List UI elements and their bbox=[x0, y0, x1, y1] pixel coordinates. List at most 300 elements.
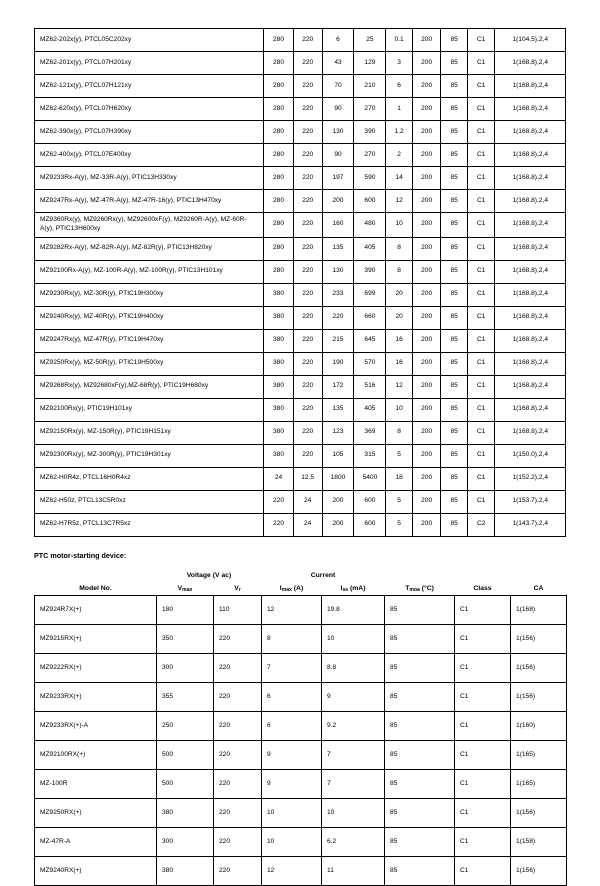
value-cell: 110 bbox=[214, 595, 262, 624]
value-cell: C2 bbox=[467, 513, 495, 536]
value-cell: 380 bbox=[264, 306, 294, 329]
value-cell: 1(168.8),2,4 bbox=[495, 421, 566, 444]
value-cell: C1 bbox=[467, 421, 495, 444]
value-cell: 300 bbox=[157, 827, 214, 856]
value-cell: 85 bbox=[441, 467, 467, 490]
value-cell: 190 bbox=[322, 352, 354, 375]
value-cell: 25 bbox=[354, 29, 386, 52]
value-cell: 85 bbox=[385, 711, 455, 740]
value-cell: 85 bbox=[441, 260, 467, 283]
value-cell: 3 bbox=[386, 52, 412, 75]
value-cell: 220 bbox=[214, 740, 262, 769]
value-cell: 220 bbox=[214, 798, 262, 827]
value-cell: C1 bbox=[455, 769, 511, 798]
value-cell: 280 bbox=[264, 52, 294, 75]
value-cell: 380 bbox=[157, 856, 214, 885]
value-cell: 200 bbox=[412, 121, 441, 144]
ptc-header-spacer-4 bbox=[511, 569, 567, 582]
ptc-header-spacer bbox=[35, 569, 157, 582]
model-cell: MZ92100Rx(y), PTIC19H101xy bbox=[35, 398, 264, 421]
value-cell: 85 bbox=[441, 167, 467, 190]
value-cell: 5 bbox=[386, 513, 412, 536]
value-cell: C1 bbox=[467, 306, 495, 329]
table-row bbox=[35, 329, 566, 352]
value-cell: 500 bbox=[157, 740, 214, 769]
value-cell: 220 bbox=[214, 856, 262, 885]
value-cell: C1 bbox=[467, 375, 495, 398]
value-cell: 380 bbox=[264, 398, 294, 421]
value-cell: 12 bbox=[386, 190, 412, 213]
value-cell: 85 bbox=[385, 682, 455, 711]
value-cell: 85 bbox=[441, 352, 467, 375]
model-cell: MZ62-H50z, PTCL13C5R0xz bbox=[35, 490, 264, 513]
value-cell: 220 bbox=[293, 352, 322, 375]
value-cell: 200 bbox=[412, 283, 441, 306]
value-cell: 220 bbox=[293, 329, 322, 352]
value-cell: 9 bbox=[262, 769, 322, 798]
value-cell: 85 bbox=[441, 444, 467, 467]
value-cell: 380 bbox=[264, 421, 294, 444]
value-cell: 280 bbox=[264, 144, 294, 167]
value-cell: C1 bbox=[467, 329, 495, 352]
value-cell: 1(165) bbox=[511, 769, 567, 798]
value-cell: 1(168.8),2,4 bbox=[495, 121, 566, 144]
value-cell: 130 bbox=[322, 260, 354, 283]
value-cell: 7 bbox=[322, 769, 385, 798]
value-cell: 85 bbox=[441, 144, 467, 167]
table-row bbox=[35, 490, 566, 513]
model-cell: MZ9268Rx(y), MZ92680xF(y),MZ-68R(y), PTIC19H680xy bbox=[35, 375, 264, 398]
value-cell: 9.2 bbox=[322, 711, 385, 740]
value-cell: 315 bbox=[354, 444, 386, 467]
value-cell: C1 bbox=[467, 121, 495, 144]
model-cell: MZ62-121x(y), PTCL07H121xy bbox=[35, 75, 264, 98]
value-cell: C1 bbox=[467, 29, 495, 52]
ptc-header-vmax: $V_{max}$ bbox=[177, 584, 193, 593]
value-cell: 380 bbox=[264, 329, 294, 352]
value-cell: 220 bbox=[293, 75, 322, 98]
value-cell: 390 bbox=[354, 260, 386, 283]
value-cell: 500 bbox=[157, 769, 214, 798]
table-row bbox=[35, 29, 566, 52]
value-cell: 270 bbox=[354, 98, 386, 121]
value-cell: 590 bbox=[354, 167, 386, 190]
table-row bbox=[35, 398, 566, 421]
value-cell: 70 bbox=[322, 75, 354, 98]
value-cell: 6 bbox=[262, 711, 322, 740]
value-cell: 220 bbox=[293, 144, 322, 167]
ratings-table-body bbox=[35, 29, 566, 537]
value-cell: 220 bbox=[264, 513, 294, 536]
value-cell: 123 bbox=[322, 421, 354, 444]
value-cell: 233 bbox=[322, 283, 354, 306]
value-cell: 129 bbox=[354, 52, 386, 75]
value-cell: 1(168.8),2,4 bbox=[495, 75, 566, 98]
model-cell: MZ92100Rx-A(y), MZ-100R-A(y), MZ-100R(y), PTIC13H101xy bbox=[35, 260, 264, 283]
table-row bbox=[35, 624, 567, 653]
value-cell: 220 bbox=[214, 682, 262, 711]
model-cell: MZ62-201x(y), PTCL07H201xy bbox=[35, 52, 264, 75]
value-cell: 200 bbox=[412, 98, 441, 121]
value-cell: 200 bbox=[412, 167, 441, 190]
value-cell: 220 bbox=[293, 98, 322, 121]
value-cell: 405 bbox=[354, 237, 386, 260]
value-cell: C1 bbox=[467, 167, 495, 190]
value-cell: 11 bbox=[322, 856, 385, 885]
value-cell: 280 bbox=[264, 190, 294, 213]
value-cell: 85 bbox=[385, 595, 455, 624]
value-cell: 220 bbox=[293, 213, 322, 238]
table-row bbox=[35, 769, 567, 798]
value-cell: 220 bbox=[293, 421, 322, 444]
value-cell: 220 bbox=[293, 52, 322, 75]
value-cell: 200 bbox=[412, 467, 441, 490]
value-cell: 220 bbox=[293, 121, 322, 144]
value-cell: 85 bbox=[385, 769, 455, 798]
value-cell: 200 bbox=[412, 237, 441, 260]
table-row bbox=[35, 682, 567, 711]
value-cell: 1(168.8),2,4 bbox=[495, 329, 566, 352]
value-cell: 85 bbox=[441, 421, 467, 444]
model-cell: MZ9215RX(+) bbox=[35, 624, 157, 653]
value-cell: 0.1 bbox=[386, 29, 412, 52]
ptc-header-row bbox=[35, 582, 567, 596]
value-cell: 220 bbox=[322, 306, 354, 329]
value-cell: 6 bbox=[322, 29, 354, 52]
value-cell: 20 bbox=[386, 283, 412, 306]
value-cell: 220 bbox=[214, 769, 262, 798]
value-cell: 200 bbox=[412, 75, 441, 98]
model-cell: MZ9250RX(+) bbox=[35, 798, 157, 827]
table-row bbox=[35, 167, 566, 190]
value-cell: 85 bbox=[385, 856, 455, 885]
value-cell: 200 bbox=[412, 52, 441, 75]
value-cell: 220 bbox=[293, 444, 322, 467]
model-cell: MZ62-620x(y), PTCL07H620xy bbox=[35, 98, 264, 121]
value-cell: 220 bbox=[293, 283, 322, 306]
value-cell: 1(168.8),2,4 bbox=[495, 260, 566, 283]
value-cell: 280 bbox=[264, 29, 294, 52]
ptc-header-voltage-group: Voltage (V ac) bbox=[186, 571, 232, 579]
value-cell: 200 bbox=[412, 375, 441, 398]
table-row bbox=[35, 740, 567, 769]
value-cell: 135 bbox=[322, 398, 354, 421]
value-cell: 2 bbox=[386, 144, 412, 167]
value-cell: 200 bbox=[412, 144, 441, 167]
value-cell: C1 bbox=[455, 624, 511, 653]
table-row bbox=[35, 653, 567, 682]
table-row bbox=[35, 798, 567, 827]
ptc-header-iss: $I_{ss}$ (mA) bbox=[340, 584, 366, 593]
value-cell: 600 bbox=[354, 513, 386, 536]
value-cell: 12.5 bbox=[293, 467, 322, 490]
table-row bbox=[35, 306, 566, 329]
value-cell: 10 bbox=[322, 624, 385, 653]
ptc-header-vr: $V_r$ bbox=[234, 584, 241, 593]
model-cell: MZ9247Rx(y), MZ-47R(y), PTIC19H470xy bbox=[35, 329, 264, 352]
table-row bbox=[35, 856, 567, 885]
value-cell: 200 bbox=[412, 190, 441, 213]
value-cell: 200 bbox=[412, 398, 441, 421]
value-cell: 1(168.8),2,4 bbox=[495, 52, 566, 75]
table-row bbox=[35, 513, 566, 536]
value-cell: 1(153.7),2,4 bbox=[495, 490, 566, 513]
value-cell: 1(168) bbox=[511, 595, 567, 624]
value-cell: 280 bbox=[264, 167, 294, 190]
model-cell: MZ924R7X(+) bbox=[35, 595, 157, 624]
value-cell: 1800 bbox=[322, 467, 354, 490]
value-cell: 355 bbox=[157, 682, 214, 711]
value-cell: 1(168.8),2,4 bbox=[495, 398, 566, 421]
value-cell: 1(168.8),2,4 bbox=[495, 352, 566, 375]
value-cell: 85 bbox=[441, 121, 467, 144]
value-cell: 85 bbox=[441, 375, 467, 398]
value-cell: 600 bbox=[354, 490, 386, 513]
model-cell: MZ-47R-A bbox=[35, 827, 157, 856]
value-cell: 1(168.8),2,4 bbox=[495, 98, 566, 121]
value-cell: 24 bbox=[293, 513, 322, 536]
value-cell: 20 bbox=[386, 306, 412, 329]
value-cell: C1 bbox=[455, 711, 511, 740]
value-cell: 600 bbox=[354, 190, 386, 213]
value-cell: 10 bbox=[322, 798, 385, 827]
value-cell: 1(156) bbox=[511, 856, 567, 885]
value-cell: 200 bbox=[412, 29, 441, 52]
value-cell: 380 bbox=[264, 375, 294, 398]
value-cell: 516 bbox=[354, 375, 386, 398]
value-cell: 19.8 bbox=[322, 595, 385, 624]
value-cell: 200 bbox=[322, 190, 354, 213]
value-cell: 369 bbox=[354, 421, 386, 444]
value-cell: 43 bbox=[322, 52, 354, 75]
value-cell: C1 bbox=[467, 444, 495, 467]
value-cell: 85 bbox=[385, 624, 455, 653]
value-cell: 200 bbox=[412, 421, 441, 444]
table-row bbox=[35, 260, 566, 283]
value-cell: 90 bbox=[322, 144, 354, 167]
value-cell: 1(168.8),2,4 bbox=[495, 237, 566, 260]
value-cell: 270 bbox=[354, 144, 386, 167]
value-cell: 220 bbox=[214, 827, 262, 856]
value-cell: C1 bbox=[467, 490, 495, 513]
value-cell: 215 bbox=[322, 329, 354, 352]
value-cell: 5 bbox=[386, 444, 412, 467]
model-cell: MZ92300Rx(y), MZ-300R(y), PTIC19H301xy bbox=[35, 444, 264, 467]
value-cell: 1(168.8),2,4 bbox=[495, 306, 566, 329]
table-row bbox=[35, 237, 566, 260]
value-cell: 85 bbox=[441, 75, 467, 98]
value-cell: 85 bbox=[441, 237, 467, 260]
ratings-table bbox=[34, 28, 566, 537]
value-cell: 1(168.8),2,4 bbox=[495, 167, 566, 190]
value-cell: 660 bbox=[354, 306, 386, 329]
value-cell: C1 bbox=[467, 190, 495, 213]
value-cell: 220 bbox=[293, 237, 322, 260]
value-cell: 645 bbox=[354, 329, 386, 352]
ptc-section-title: PTC motor-starting device: bbox=[34, 550, 127, 560]
value-cell: 85 bbox=[441, 513, 467, 536]
value-cell: 220 bbox=[293, 306, 322, 329]
table-row bbox=[35, 467, 566, 490]
value-cell: 85 bbox=[441, 190, 467, 213]
model-cell: MZ9282Rx-A(y), MZ-82R-A(y), MZ-82R(y), PTIC13H820xy bbox=[35, 237, 264, 260]
value-cell: 6 bbox=[386, 75, 412, 98]
model-cell: MZ-100R bbox=[35, 769, 157, 798]
model-cell: MZ9247Rx-A(y), MZ-47R-A(y), MZ-47R-16(y), PTIC13H470xy bbox=[35, 190, 264, 213]
value-cell: 12 bbox=[262, 856, 322, 885]
value-cell: 280 bbox=[264, 75, 294, 98]
value-cell: 210 bbox=[354, 75, 386, 98]
model-cell: MZ62-390x(y), PTCL07H390xy bbox=[35, 121, 264, 144]
value-cell: 220 bbox=[293, 375, 322, 398]
ptc-header-spacer-2 bbox=[385, 569, 455, 582]
value-cell: 14 bbox=[386, 167, 412, 190]
value-cell: 280 bbox=[264, 98, 294, 121]
model-cell: MZ9230Rx(y), MZ-30R(y), PTIC19H300xy bbox=[35, 283, 264, 306]
value-cell: 200 bbox=[322, 490, 354, 513]
value-cell: 16 bbox=[386, 329, 412, 352]
ptc-header-current-group: Current bbox=[310, 571, 336, 579]
value-cell: C1 bbox=[455, 798, 511, 827]
table-row bbox=[35, 144, 566, 167]
value-cell: 6 bbox=[262, 682, 322, 711]
value-cell: 1(168.8),2,4 bbox=[495, 213, 566, 238]
value-cell: 1(104.5),2,4 bbox=[495, 29, 566, 52]
value-cell: 220 bbox=[293, 167, 322, 190]
value-cell: 200 bbox=[322, 513, 354, 536]
value-cell: 85 bbox=[385, 653, 455, 682]
value-cell: 480 bbox=[354, 213, 386, 238]
value-cell: 1(143.7),2,4 bbox=[495, 513, 566, 536]
value-cell: 250 bbox=[157, 711, 214, 740]
value-cell: 7 bbox=[322, 740, 385, 769]
value-cell: C1 bbox=[467, 213, 495, 238]
value-cell: 200 bbox=[412, 444, 441, 467]
value-cell: C1 bbox=[467, 260, 495, 283]
value-cell: 10 bbox=[262, 827, 322, 856]
table-row bbox=[35, 352, 566, 375]
value-cell: 380 bbox=[264, 444, 294, 467]
table-row bbox=[35, 444, 566, 467]
model-cell: MZ9360Rx(y), MZ9260Rx(y), MZ92600xF(y), MZ9260R-A(y), MZ-60R-A(y), PTIC13H600xy bbox=[35, 213, 264, 238]
value-cell: 1(156) bbox=[511, 798, 567, 827]
model-cell: MZ92100RX(+) bbox=[35, 740, 157, 769]
value-cell: 85 bbox=[441, 490, 467, 513]
value-cell: 10 bbox=[386, 398, 412, 421]
value-cell: 380 bbox=[157, 798, 214, 827]
value-cell: 220 bbox=[214, 624, 262, 653]
value-cell: 85 bbox=[441, 283, 467, 306]
table-row bbox=[35, 213, 566, 238]
value-cell: 220 bbox=[293, 398, 322, 421]
value-cell: 10 bbox=[386, 213, 412, 238]
ptc-table-head bbox=[35, 569, 567, 596]
value-cell: 405 bbox=[354, 398, 386, 421]
value-cell: 18 bbox=[386, 467, 412, 490]
ptc-motor-starting-table bbox=[34, 569, 567, 886]
value-cell: 1(165) bbox=[511, 740, 567, 769]
model-cell: MZ62-H0R4z, PTCL16H0R4xz bbox=[35, 467, 264, 490]
value-cell: C1 bbox=[467, 398, 495, 421]
value-cell: 85 bbox=[441, 306, 467, 329]
table-row bbox=[35, 827, 567, 856]
value-cell: 10 bbox=[262, 798, 322, 827]
value-cell: 570 bbox=[354, 352, 386, 375]
value-cell: C1 bbox=[455, 856, 511, 885]
value-cell: 12 bbox=[262, 595, 322, 624]
value-cell: C1 bbox=[467, 52, 495, 75]
model-cell: MZ62-400x(y), PTCL07E400xy bbox=[35, 144, 264, 167]
model-cell: MZ9233Rx-A(y), MZ-33R-A(y), PTIC13H330xy bbox=[35, 167, 264, 190]
value-cell: 1(150.0),2,4 bbox=[495, 444, 566, 467]
value-cell: C1 bbox=[467, 467, 495, 490]
value-cell: 1 bbox=[386, 98, 412, 121]
value-cell: 5 bbox=[386, 490, 412, 513]
model-cell: MZ92150Rx(y), MZ-150R(y), PTIC19H151xy bbox=[35, 421, 264, 444]
value-cell: 197 bbox=[322, 167, 354, 190]
value-cell: C1 bbox=[455, 740, 511, 769]
value-cell: 24 bbox=[293, 490, 322, 513]
value-cell: C1 bbox=[467, 144, 495, 167]
value-cell: 1(156) bbox=[511, 653, 567, 682]
value-cell: 220 bbox=[293, 190, 322, 213]
ptc-header-group-row bbox=[35, 569, 567, 582]
ptc-header-ca: CA bbox=[533, 584, 544, 592]
model-cell: MZ9250Rx(y), MZ-50R(y), PTIC19H500xy bbox=[35, 352, 264, 375]
value-cell: 220 bbox=[214, 653, 262, 682]
value-cell: 16 bbox=[386, 352, 412, 375]
ptc-header-imax: $I_{max}$ (A) bbox=[279, 584, 304, 593]
value-cell: 8 bbox=[386, 237, 412, 260]
value-cell: 200 bbox=[412, 490, 441, 513]
value-cell: 350 bbox=[157, 624, 214, 653]
table-row bbox=[35, 121, 566, 144]
table-row bbox=[35, 375, 566, 398]
value-cell: 90 bbox=[322, 98, 354, 121]
value-cell: 390 bbox=[354, 121, 386, 144]
table-row bbox=[35, 595, 567, 624]
value-cell: 135 bbox=[322, 237, 354, 260]
value-cell: 280 bbox=[264, 237, 294, 260]
value-cell: 200 bbox=[412, 260, 441, 283]
value-cell: 220 bbox=[293, 29, 322, 52]
value-cell: 1(160) bbox=[511, 711, 567, 740]
ptc-header-tmoa: $T_{moa}$ (°C) bbox=[405, 584, 434, 593]
value-cell: 85 bbox=[385, 740, 455, 769]
table-row bbox=[35, 190, 566, 213]
value-cell: 220 bbox=[214, 711, 262, 740]
value-cell: 380 bbox=[264, 352, 294, 375]
value-cell: C1 bbox=[455, 827, 511, 856]
value-cell: 85 bbox=[385, 827, 455, 856]
value-cell: 6.2 bbox=[322, 827, 385, 856]
value-cell: 85 bbox=[441, 52, 467, 75]
model-cell: MZ9240RX(+) bbox=[35, 856, 157, 885]
value-cell: 8 bbox=[386, 260, 412, 283]
value-cell: 85 bbox=[441, 398, 467, 421]
value-cell: 1(156) bbox=[511, 682, 567, 711]
value-cell: 220 bbox=[264, 490, 294, 513]
value-cell: 1(168.8),2,4 bbox=[495, 190, 566, 213]
model-cell: MZ9233RX(+) bbox=[35, 682, 157, 711]
value-cell: 8 bbox=[386, 421, 412, 444]
model-cell: MZ9222RX(+) bbox=[35, 653, 157, 682]
value-cell: 1(168.8),2,4 bbox=[495, 375, 566, 398]
value-cell: C1 bbox=[467, 283, 495, 306]
value-cell: 280 bbox=[264, 213, 294, 238]
value-cell: 160 bbox=[322, 213, 354, 238]
value-cell: 5400 bbox=[354, 467, 386, 490]
